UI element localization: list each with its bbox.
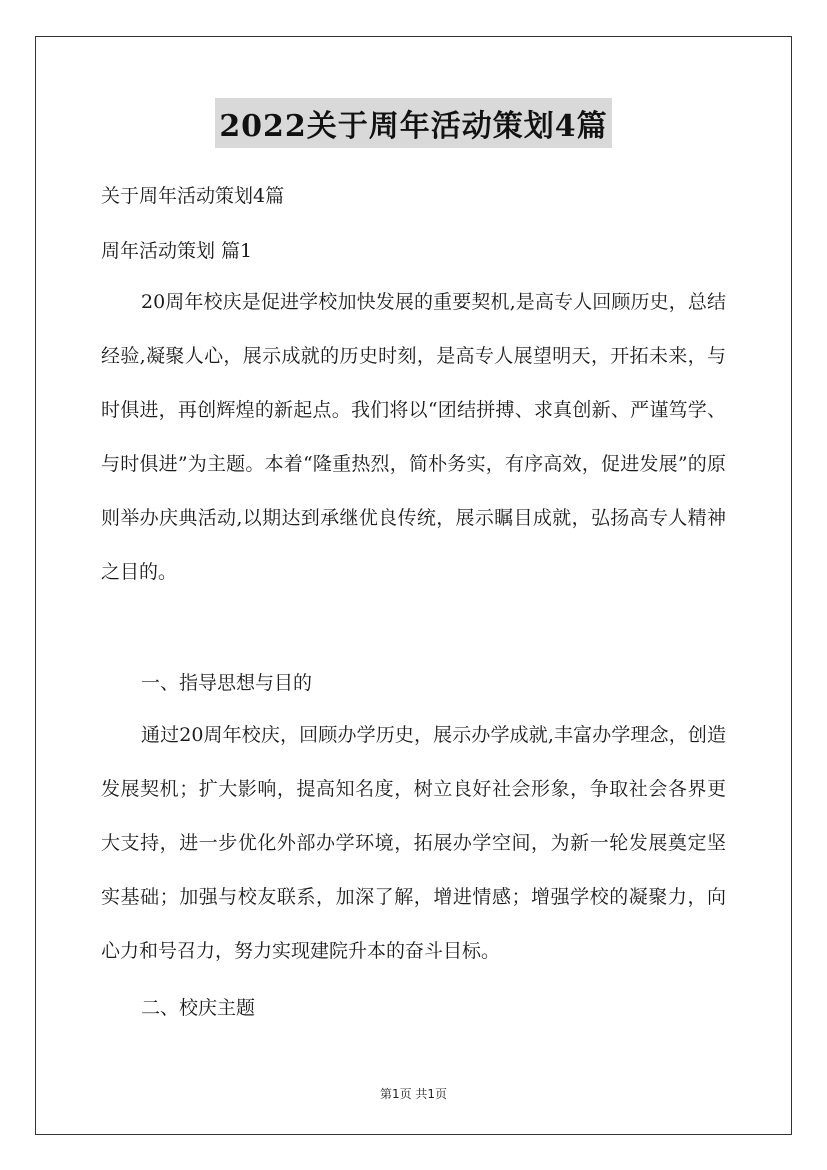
- document-title: 2022关于周年活动策划4篇: [215, 98, 611, 148]
- title-container: [0, 98, 827, 148]
- heading-anniversary-theme: 二、校庆主题: [141, 997, 256, 1019]
- guiding-ideas-paragraph: 通过20周年校庆，回顾办学历史，展示办学成就,丰富办学理念，创造发展契机；扩大影响，提高知名度，树立良好社会形象，争取社会各界更大支持，进一步优化外部办学环境，拓展办学空间，为新一轮发展奠定坚实基础；加强与校友联系，加深了解，增进情感；增强学校的凝聚力，向心力和号召力，努力实现建院升本的奋斗目标。: [101, 724, 726, 962]
- page-footer: 第1页 共1页: [379, 1087, 448, 1101]
- intro-paragraph: 20周年校庆是促进学校加快发展的重要契机,是高专人回顾历史，总结经验,凝聚人心，展示成就的历史时刻，是高专人展望明天，开拓未来，与时俱进，再创辉煌的新起点。我们将以“团结拼搏、求真创新、严谨笃学、与时俱进”为主题。本着“隆重热烈，简朴务实，有序高效，促进发展”的原则举办庆典活动,以期达到承继优良传统，展示瞩目成就，弘扬高专人精神之目的。: [101, 291, 726, 583]
- document-subtitle: 关于周年活动策划4篇: [101, 185, 285, 207]
- heading-guiding-ideas: 一、指导思想与目的: [141, 672, 313, 694]
- section-title: 周年活动策划 篇1: [101, 240, 253, 262]
